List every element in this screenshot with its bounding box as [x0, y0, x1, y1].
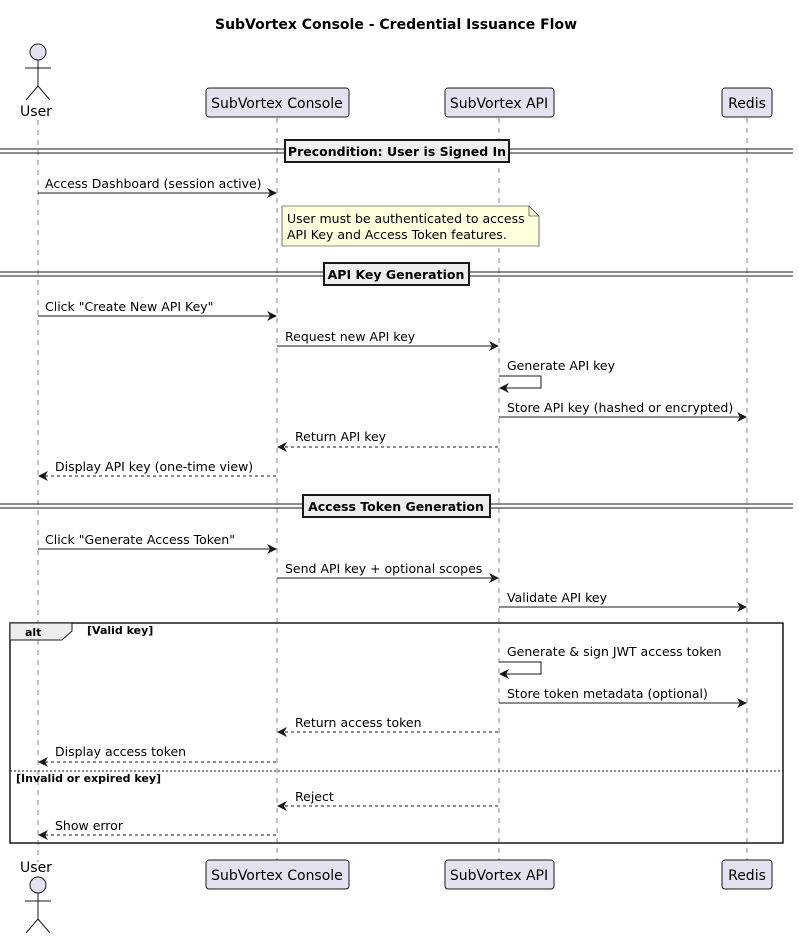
arrow-m4: [499, 376, 541, 388]
alt-label: alt: [25, 626, 42, 639]
note-line-2: API Key and Access Token features.: [287, 227, 507, 242]
participant-api-top: [445, 88, 554, 117]
participant-redis-top-label: Redis: [728, 96, 766, 112]
actor-user-bottom-label: User: [20, 860, 52, 876]
message-m16: Show error: [55, 818, 123, 833]
participant-api-bottom-label: SubVortex API: [449, 868, 549, 884]
message-m4: Generate API key: [507, 358, 615, 373]
message-m10: Validate API key: [507, 590, 607, 605]
message-m5: Store API key (hashed or encrypted): [507, 400, 734, 415]
alt-guard-invalid: [Invalid or expired key]: [16, 772, 162, 785]
message-m3: Request new API key: [285, 329, 416, 344]
divider-api-key-label: API Key Generation: [327, 267, 465, 282]
message-m15: Reject: [295, 789, 334, 804]
message-m12: Store token metadata (optional): [507, 686, 708, 701]
message-m7: Display API key (one-time view): [55, 459, 254, 474]
message-m11: Generate & sign JWT access token: [507, 644, 722, 659]
participant-api-bottom: [445, 860, 554, 889]
actor-user-bottom: [25, 877, 51, 933]
message-m8: Click "Generate Access Token": [45, 532, 235, 547]
divider-access-token-label: Access Token Generation: [308, 499, 484, 514]
arrow-m11: [499, 662, 541, 674]
participant-redis-top: [722, 88, 772, 117]
message-m1: Access Dashboard (session active): [45, 176, 262, 191]
actor-user-top: [25, 44, 51, 100]
participant-console-bottom: [206, 860, 349, 889]
message-m14: Display access token: [55, 744, 187, 759]
message-m2: Click "Create New API Key": [45, 299, 214, 314]
note: [282, 206, 539, 246]
note-line-1: User must be authenticated to access: [287, 211, 525, 226]
message-m6: Return API key: [295, 429, 387, 444]
actor-user-top-label: User: [20, 104, 52, 120]
message-m9: Send API key + optional scopes: [285, 561, 483, 576]
message-m13: Return access token: [295, 715, 422, 730]
participant-console-top-label: SubVortex Console: [211, 96, 343, 112]
participant-console-bottom-label: SubVortex Console: [211, 868, 343, 884]
divider-access-token: [0, 495, 793, 517]
participant-console-top: [206, 88, 349, 117]
participant-redis-bottom: [722, 860, 772, 889]
alt-guard-valid: [Valid key]: [87, 624, 154, 637]
divider-api-key: [0, 263, 793, 285]
participant-api-top-label: SubVortex API: [449, 96, 549, 112]
diagram-title: SubVortex Console - Credential Issuance Flow: [214, 17, 578, 33]
divider-precondition: [0, 140, 793, 162]
participant-redis-bottom-label: Redis: [728, 868, 766, 884]
divider-precondition-label: Precondition: User is Signed In: [287, 144, 507, 159]
